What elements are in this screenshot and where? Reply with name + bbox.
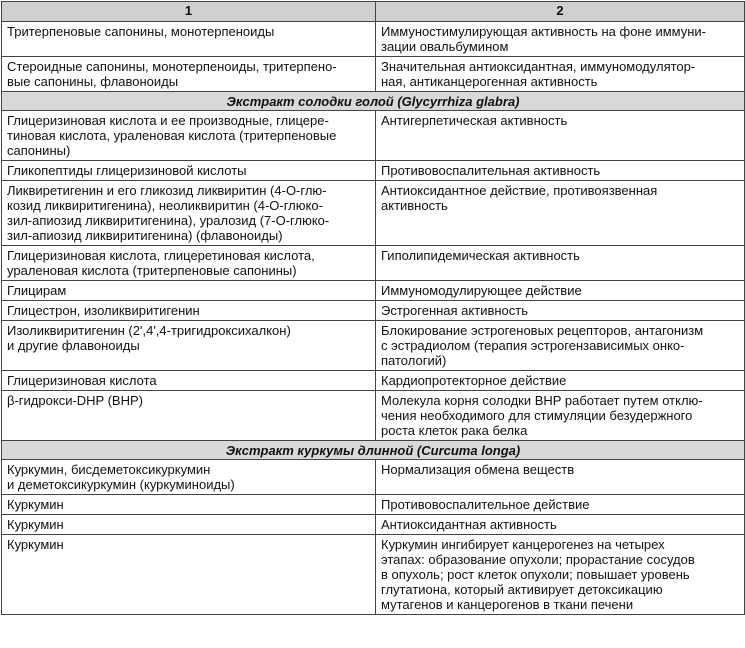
compound-cell xyxy=(2,391,376,441)
cell-text-line: зил-апиозид ликвиритигенина), уралозид (7-О-глюко- xyxy=(7,213,330,228)
compound-cell xyxy=(2,515,376,535)
cell-text-line: Нормализация обмена веществ xyxy=(381,462,575,477)
cell-text-line: зил-апиозид ликвиритигенина) (флавоноиды) xyxy=(7,228,283,243)
compound-cell xyxy=(2,371,376,391)
section-header-row xyxy=(2,92,745,111)
cell-text-line: Блокирование эстрогеновых рецепторов, антагонизм xyxy=(381,323,704,338)
data-table xyxy=(1,1,745,615)
cell-text-line: Стероидные сапонины, монотерпеноиды, тритерпено- xyxy=(7,59,337,74)
activity-cell xyxy=(376,371,745,391)
cell-text-line: этапах: образование опухоли; прорастание сосудов xyxy=(381,552,695,567)
compound-cell xyxy=(2,111,376,161)
activity-cell xyxy=(376,281,745,301)
cell-text-line: Глицирам xyxy=(7,283,67,298)
compound-cell xyxy=(2,495,376,515)
cell-text-line: роста клеток рака белка xyxy=(381,423,528,438)
table-row xyxy=(2,495,745,515)
cell-text-line: Куркумин ингибирует канцерогенез на четырех xyxy=(381,537,665,552)
table-row xyxy=(2,161,745,181)
activity-cell xyxy=(376,535,745,615)
cell-text-line: чения необходимого для стимуляции безудержного xyxy=(381,408,693,423)
cell-text-line: Иммуномодулирующее действие xyxy=(381,283,582,298)
activity-cell xyxy=(376,181,745,246)
table-header xyxy=(2,2,745,22)
activity-cell xyxy=(376,321,745,371)
cell-text-line: вые сапонины, флавоноиды xyxy=(7,74,179,89)
table-row xyxy=(2,535,745,615)
activity-cell xyxy=(376,495,745,515)
cell-text-line: Гликопептиды глицеризиновой кислоты xyxy=(7,163,247,178)
cell-text-line: Антиоксидантная активность xyxy=(381,517,557,532)
cell-text-line: ная, антиканцерогенная активность xyxy=(381,74,598,89)
compound-cell xyxy=(2,460,376,495)
cell-text-line: Значительная антиоксидантная, иммуномодулятор- xyxy=(381,59,696,74)
cell-text-line: Куркумин xyxy=(7,517,64,532)
compound-cell xyxy=(2,22,376,57)
cell-text-line: Глицестрон, изоликвиритигенин xyxy=(7,303,200,318)
section-title: Экстракт солодки голой (Glycyrrhiza glabra) xyxy=(2,92,745,111)
cell-text-line: Глицеризиновая кислота и ее производные, глицере- xyxy=(7,113,329,128)
activity-cell xyxy=(376,460,745,495)
cell-text-line: активность xyxy=(381,198,448,213)
activity-cell xyxy=(376,515,745,535)
cell-text-line: сапонины) xyxy=(7,143,71,158)
compound-cell xyxy=(2,301,376,321)
cell-text-line: Глицеризиновая кислота, глицеретиновая кислота, xyxy=(7,248,315,263)
table-row xyxy=(2,515,745,535)
cell-text-line: тиновая кислота, ураленовая кислота (тритерпеновые xyxy=(7,128,337,143)
cell-text-line: козид ликвиритигенина), неоликвиритин (4-О-глюко- xyxy=(7,198,323,213)
cell-text-line: Ликвиретигенин и его гликозид ликвиритин (4-О-глю- xyxy=(7,183,327,198)
table-row xyxy=(2,321,745,371)
table-row xyxy=(2,460,745,495)
column-header-2: 2 xyxy=(376,2,745,22)
cell-text-line: Противовоспалительная активность xyxy=(381,163,601,178)
activity-cell xyxy=(376,22,745,57)
cell-text-line: патологий) xyxy=(381,353,447,368)
table-row xyxy=(2,246,745,281)
cell-text-line: и другие флавоноиды xyxy=(7,338,140,353)
column-header-1: 1 xyxy=(2,2,376,22)
table-row xyxy=(2,371,745,391)
table-row xyxy=(2,281,745,301)
cell-text-line: Куркумин xyxy=(7,537,64,552)
cell-text-line: Изоликвиритигенин (2',4',4-тригидроксихалкон) xyxy=(7,323,291,338)
compound-cell xyxy=(2,57,376,92)
cell-text-line: β-гидрокси-DHP (BHP) xyxy=(7,393,143,408)
cell-text-line: ураленовая кислота (тритерпеновые сапонины) xyxy=(7,263,297,278)
cell-text-line: Антиоксидантное действие, противоязвенная xyxy=(381,183,658,198)
header-row xyxy=(2,2,745,22)
table-row xyxy=(2,181,745,246)
table-row xyxy=(2,301,745,321)
cell-text-line: Тритерпеновые сапонины, монотерпеноиды xyxy=(7,24,275,39)
cell-text-line: с эстрадиолом (терапия эстрогензависимых онко- xyxy=(381,338,685,353)
compound-cell xyxy=(2,246,376,281)
activity-cell xyxy=(376,301,745,321)
table-row xyxy=(2,391,745,441)
cell-text-line: Гиполипидемическая активность xyxy=(381,248,580,263)
cell-text-line: мутагенов и канцерогенов в ткани печени xyxy=(381,597,634,612)
activity-cell xyxy=(376,391,745,441)
compound-cell xyxy=(2,535,376,615)
activity-cell xyxy=(376,161,745,181)
cell-text-line: глутатиона, который активирует детоксикацию xyxy=(381,582,663,597)
cell-text-line: Молекула корня солодки BHP работает путем отклю- xyxy=(381,393,703,408)
compound-cell xyxy=(2,161,376,181)
cell-text-line: Куркумин, бисдеметоксикуркумин xyxy=(7,462,211,477)
compound-cell xyxy=(2,321,376,371)
compound-cell xyxy=(2,181,376,246)
cell-text-line: Иммуностимулирующая активность на фоне иммуни- xyxy=(381,24,706,39)
section-title: Экстракт куркумы длинной (Curcuma longa) xyxy=(2,441,745,460)
table-body xyxy=(2,22,745,615)
cell-text-line: и деметоксикуркумин (куркуминоиды) xyxy=(7,477,235,492)
table-row xyxy=(2,22,745,57)
cell-text-line: Куркумин xyxy=(7,497,64,512)
compound-cell xyxy=(2,281,376,301)
cell-text-line: Кардиопротекторное действие xyxy=(381,373,567,388)
cell-text-line: Противовоспалительное действие xyxy=(381,497,590,512)
table-row xyxy=(2,111,745,161)
cell-text-line: в опухоль; рост клеток опухоли; повышает уровень xyxy=(381,567,690,582)
section-header-row xyxy=(2,441,745,460)
cell-text-line: Антигерпетическая активность xyxy=(381,113,568,128)
activity-cell xyxy=(376,111,745,161)
cell-text-line: зации овальбумином xyxy=(381,39,509,54)
table-row xyxy=(2,57,745,92)
activity-cell xyxy=(376,57,745,92)
cell-text-line: Глицеризиновая кислота xyxy=(7,373,157,388)
cell-text-line: Эстрогенная активность xyxy=(381,303,529,318)
activity-cell xyxy=(376,246,745,281)
